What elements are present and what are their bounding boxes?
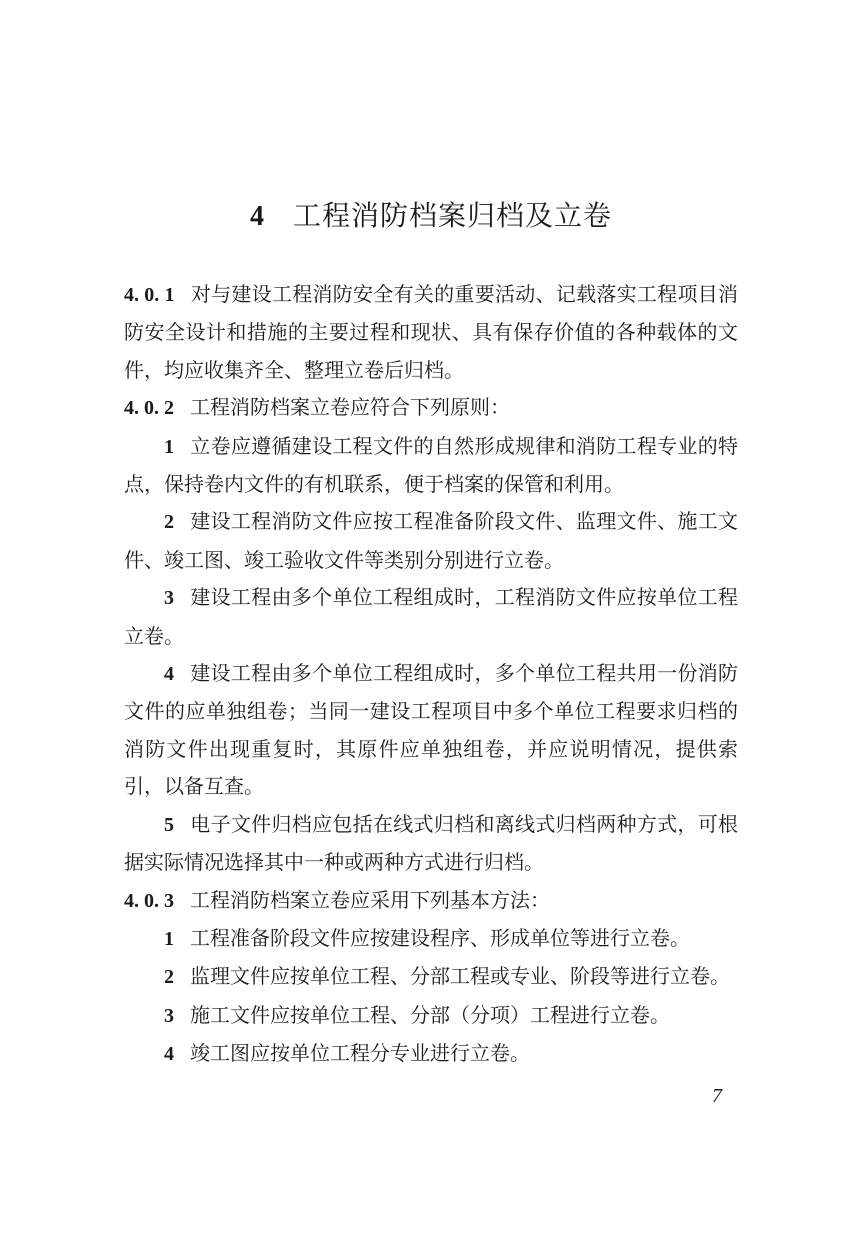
page-number: 7 [712,1085,722,1107]
clause-4-0-3-item-2 [124,958,738,996]
item-text: 施工文件应按单位工程、分部（分项）工程进行立卷。 [190,1002,670,1027]
item-number: 2 [164,511,174,534]
clause-4-0-3 [124,882,738,920]
clause-text: 工程消防档案立卷应符合下列原则： [190,395,510,420]
clause-number: 4. 0. 1 [124,284,175,306]
clause-4-0-2-item-5 [124,806,738,882]
clause-4-0-2-item-1 [124,428,738,504]
item-number: 3 [164,587,174,610]
clause-4-0-3-item-4 [124,1035,738,1073]
item-text: 工程准备阶段文件应按建设程序、形成单位等进行立卷。 [190,925,690,950]
clause-number: 4. 0. 2 [124,397,174,420]
clause-4-0-2-item-2 [124,503,738,579]
item-text: 监理文件应按单位工程、分部工程或专业、阶段等进行立卷。 [190,964,730,989]
item-text: 建设工程消防文件应按工程准备阶段文件、监理文件、施工文件、竣工图、竣工验收文件等类别分别进行立卷。 [124,509,738,572]
chapter-number: 4 [249,201,265,232]
item-text: 竣工图应按单位工程分专业进行立卷。 [190,1041,530,1066]
item-number: 4 [164,1043,174,1066]
clause-4-0-2 [124,389,738,427]
item-number: 4 [164,663,174,686]
item-text: 建设工程由多个单位工程组成时，多个单位工程共用一份消防文件的应单独组卷；当同一建设工程项目中多个单位工程要求归档的消防文件出现重复时，其原件应单独组卷，并应说明情况，提供索引，以备互查。 [124,661,738,799]
chapter-title [0,196,862,237]
clause-number: 4. 0. 3 [124,889,174,912]
item-text: 建设工程由多个单位工程组成时，工程消防文件应按单位工程立卷。 [124,585,738,648]
item-number: 1 [164,927,174,950]
item-text: 电子文件归档应包括在线式归档和离线式归档两种方式，可根据实际情况选择其中一种或两种方式进行归档。 [124,811,738,875]
clause-4-0-2-item-3 [124,579,738,655]
item-number: 5 [164,813,174,836]
item-number: 2 [164,966,174,989]
clause-text: 工程消防档案立卷应采用下列基本方法： [190,887,550,912]
chapter-body [124,276,738,1074]
clause-text: 对与建设工程消防安全有关的重要活动、记载落实工程项目消防安全设计和措施的主要过程和现状、具有保存价值的各种载体的文件，均应收集齐全、整理立卷后归档。 [124,282,739,382]
clause-4-0-3-item-1 [124,920,738,958]
clause-4-0-3-item-3 [124,997,738,1035]
clause-4-0-2-item-4 [124,655,738,806]
chapter-title-text: 工程消防档案归档及立卷 [292,199,612,232]
item-number: 3 [164,1004,174,1027]
item-text: 立卷应遵循建设工程文件的自然形成规律和消防工程专业的特点，保持卷内文件的有机联系，便于档案的保管和利用。 [124,433,738,497]
item-number: 1 [164,435,174,458]
clause-4-0-1 [124,276,738,389]
